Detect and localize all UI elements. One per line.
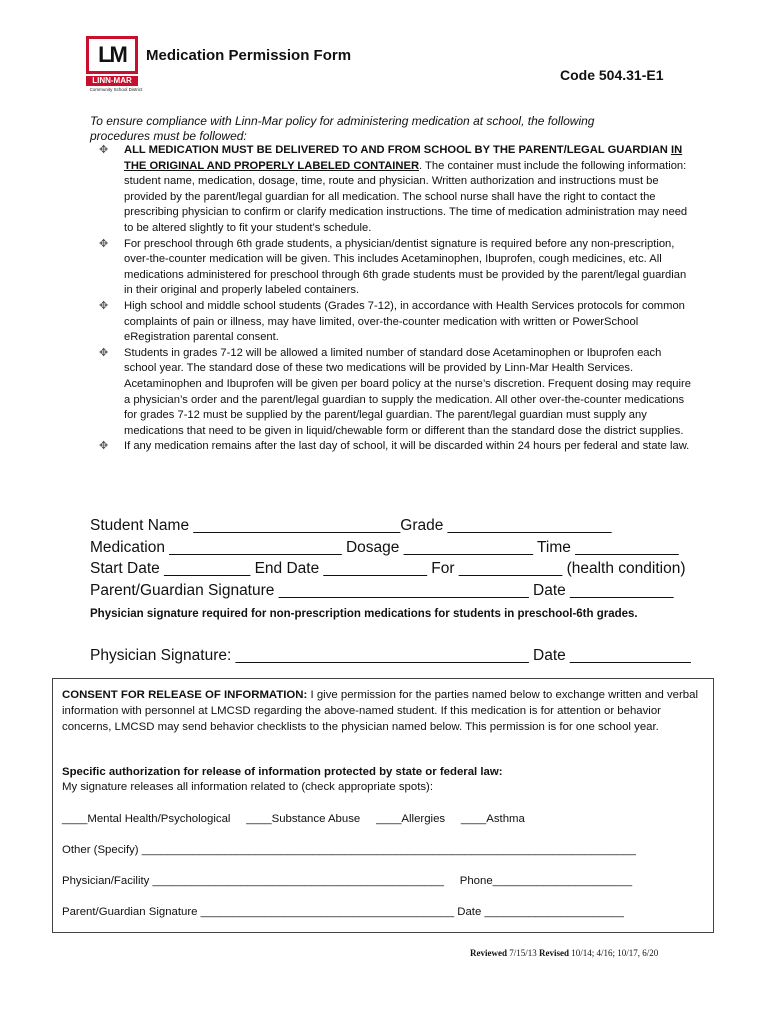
bullet-icon: ✥ — [99, 144, 109, 156]
student-name-grade-field[interactable]: Student Name ________________________Grade ___________________ — [90, 517, 612, 534]
consent-body: I give permission for the parties named below to exchange written and verbal information with personnel at LMCSD regarding the above-named student. If this medication is for attention or behavior concerns, LMCSD may send behavior checklists to the physician named below. This permission is for one school year. — [62, 689, 698, 733]
procedure-text: High school and middle school students (Grades 7-12), in accordance with Health Services protocols for common complaints of pain or illness, may have limited, over-the-counter medication with written or PowerSchool eRegistration parental consent. — [124, 299, 685, 344]
procedure-item — [99, 237, 694, 299]
procedure-item — [99, 439, 694, 455]
logo-mark — [86, 36, 138, 74]
release-checkboxes[interactable]: ____Mental Health/Psychological ____Substance Abuse ____Allergies ____Asthma — [62, 813, 525, 825]
procedure-item — [99, 346, 694, 440]
physician-facility-field[interactable]: Physician/Facility ______________________________________________ Phone______________________ — [62, 875, 633, 887]
procedure-bold-text: ALL MEDICATION MUST BE DELIVERED TO AND FROM SCHOOL BY THE PARENT/LEGAL GUARDIAN — [124, 144, 671, 156]
parent-signature-field[interactable]: Parent/Guardian Signature _____________________________ Date ____________ — [90, 581, 674, 599]
consent-parent-signature-field[interactable]: Parent/Guardian Signature ________________________________________ Date ______________________ — [62, 906, 624, 918]
reviewed-label: Reviewed — [470, 948, 507, 958]
consent-label: CONSENT FOR RELEASE OF INFORMATION: — [62, 689, 308, 701]
logo-subtitle: Community School District — [89, 87, 143, 92]
bullet-icon: ✥ — [99, 237, 109, 250]
bullet-icon: ✥ — [99, 299, 109, 312]
procedure-item — [99, 143, 694, 237]
procedure-text: If any medication remains after the last day of school, it will be discarded within 24 hours per federal and state law. — [124, 440, 690, 453]
specific-text: My signature releases all information related to (check appropriate spots): — [62, 781, 434, 793]
procedure-text: . The container must include the following information: student name, medication, dosage, time, route and physician. Written authorization and instructions must be provided by the parent/legal guardian for all medication. The school nurse shall have the right to contact the prescribing physician to confirm or clarify medication instructions. The time of medication administration may need to be altered slightly to fit your student’s schedule. — [124, 159, 688, 234]
procedure-item — [99, 299, 694, 346]
specific-title: Specific authorization for release of information protected by state or federal law: — [62, 766, 503, 778]
physician-note: Physician signature required for non-prescription medications for students in preschool-6th grades. — [90, 608, 638, 620]
logo-name: LINN-MAR — [86, 76, 138, 86]
revision-footer — [470, 948, 658, 958]
bullet-icon: ✥ — [99, 346, 109, 359]
intro-text: To ensure compliance with Linn-Mar policy for administering medication at school, the following procedures must be followed: — [90, 114, 595, 143]
district-logo — [86, 36, 143, 92]
specific-authorization — [62, 765, 712, 795]
consent-text — [62, 687, 712, 735]
logo-mark-text: LM — [98, 42, 126, 67]
revised-label: Revised — [539, 948, 570, 958]
reviewed-date: 7/15/13 — [507, 948, 540, 958]
revised-dates: 10/14; 4/16; 10/17, 6/20 — [569, 948, 659, 958]
other-specify-field[interactable]: Other (Specify) ______________________________________________________________________________ — [62, 844, 636, 856]
bullet-icon: ✥ — [99, 440, 109, 453]
procedure-text: For preschool through 6th grade students, a physician/dentist signature is required before any non-prescription, over-the-counter medication will be given. This includes Acetaminophen, Ibuprofen, cough medicines, etc. All medications administered for preschool through 6th grade students must be provided by the parent/legal guardian in their original and properly labeled containers. — [124, 237, 687, 297]
form-code: Code 504.31-E1 — [560, 67, 664, 83]
procedure-text: Students in grades 7-12 will be allowed a limited number of standard dose Acetaminophen or Ibuprofen each school year. The standard dose of these two medications will be provided by Linn-Mar Health Services. Acetaminophen and Ibuprofen will be given per board policy at the nurse’s discretion. Frequent dosing may require a physician’s order and the parent/legal guardian to supply the medication. All other over-the-counter medications for grades 7-12 must be supplied by the parent/legal guardian. The parent/legal guardian must supply any medications that need to be given in liquid/chewable form or different than the standard dose the district supplies. — [124, 346, 691, 437]
student-fields — [90, 515, 690, 601]
dates-condition-field[interactable]: Start Date __________ End Date ____________ For ____________ (health condition) — [90, 560, 686, 577]
procedure-underline-text: IN THE ORIGINAL AND PROPERLY LABELED CONTAINER — [124, 144, 683, 172]
medication-dosage-time-field[interactable]: Medication ____________________ Dosage _______________ Time ____________ — [90, 538, 679, 556]
procedure-list — [99, 143, 694, 455]
physician-signature-field[interactable]: Physician Signature: __________________________________ Date ______________ — [90, 647, 691, 664]
form-title: Medication Permission Form — [146, 47, 352, 64]
